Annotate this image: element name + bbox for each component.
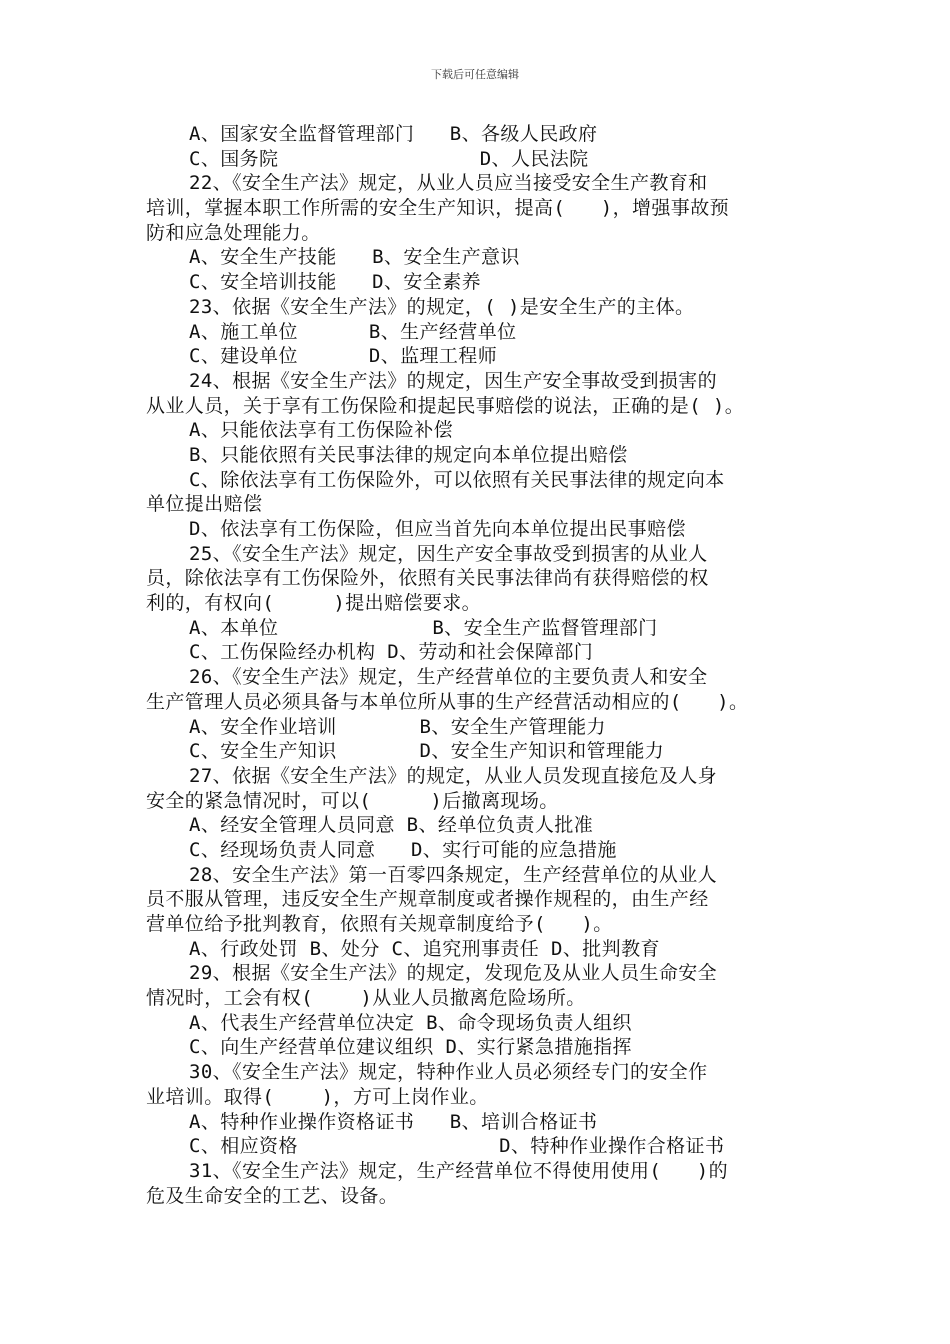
text-line: A、只能依法享有工伤保险补偿 <box>189 419 454 442</box>
text-line: A、行政处罚 B、处分 C、追究刑事责任 D、批判教育 <box>189 937 660 960</box>
text-line: 生产管理人员必须具备与本单位所从事的生产经营活动相应的( )。 <box>146 690 749 713</box>
text-line: C、向生产经营单位建议组织 D、实行紧急措施指挥 <box>189 1036 632 1059</box>
text-line: 30、《安全生产法》规定，特种作业人员必须经专门的安全作 <box>189 1061 708 1084</box>
text-line: A、国家安全监督管理部门 B、各级人民政府 <box>189 123 598 145</box>
text-line: 25、《安全生产法》规定，因生产安全事故受到损害的从业人 <box>189 542 708 565</box>
text-line: C、相应资格 D、特种作业操作合格证书 <box>189 1135 725 1158</box>
text-line: C、除依法享有工伤保险外，可以依照有关民事法律的规定向本 <box>189 468 725 491</box>
text-line: 情况时，工会有权( )从业人员撤离危险场所。 <box>146 987 586 1010</box>
text-line: C、安全培训技能 D、安全素养 <box>189 271 481 294</box>
text-line: 危及生命安全的工艺、设备。 <box>146 1184 399 1207</box>
text-line: 培训，掌握本职工作所需的安全生产知识，提高( )，增强事故预 <box>146 197 729 220</box>
text-line: 26、《安全生产法》规定，生产经营单位的主要负责人和安全 <box>189 666 708 689</box>
text-line: 单位提出赔偿 <box>146 493 263 516</box>
text-line: C、工伤保险经办机构 D、劳动和社会保障部门 <box>189 641 594 664</box>
text-line: A、特种作业操作资格证书 B、培训合格证书 <box>189 1110 598 1133</box>
text-line: 23、依据《安全生产法》的规定，( )是安全生产的主体。 <box>189 295 695 318</box>
text-line: C、安全生产知识 D、安全生产知识和管理能力 <box>189 740 665 763</box>
text-line: A、施工单位 B、生产经营单位 <box>189 320 517 343</box>
text-line: 28、安全生产法》第一百零四条规定，生产经营单位的从业人 <box>189 863 718 886</box>
text-line: 员，除依法享有工伤保险外，依照有关民事法律尚有获得赔偿的权 <box>146 567 709 590</box>
text-line: D、依法享有工伤保险，但应当首先向本单位提出民事赔偿 <box>189 518 686 540</box>
text-line: 从业人员，关于享有工伤保险和提起民事赔偿的说法，正确的是( )。 <box>146 394 745 417</box>
text-line: C、建设单位 D、监理工程师 <box>189 345 498 368</box>
document-body <box>146 122 836 1208</box>
text-line: A、经安全管理人员同意 B、经单位负责人批准 <box>189 814 594 837</box>
text-line: 员不服从管理，违反安全生产规章制度或者操作规程的，由生产经 <box>146 888 709 911</box>
text-line: B、只能依照有关民事法律的规定向本单位提出赔偿 <box>189 443 628 466</box>
text-line: A、代表生产经营单位决定 B、命令现场负责人组织 <box>189 1011 632 1034</box>
text-line: 31、《安全生产法》规定，生产经营单位不得使用使用( )的 <box>189 1159 728 1182</box>
text-line: 24、根据《安全生产法》的规定，因生产安全事故受到损害的 <box>189 369 718 392</box>
text-line: 安全的紧急情况时，可以( )后撤离现场。 <box>146 789 559 812</box>
text-line: 营单位给予批判教育，依照有关规章制度给予( )。 <box>146 913 613 935</box>
text-line: 27、依据《安全生产法》的规定，从业人员发现直接危及人身 <box>189 764 718 787</box>
text-line: 防和应急处理能力。 <box>146 221 321 244</box>
text-line: 利的，有权向( )提出赔偿要求。 <box>146 592 482 615</box>
text-line: 22、《安全生产法》规定，从业人员应当接受安全生产教育和 <box>189 172 708 195</box>
text-line: A、安全生产技能 B、安全生产意识 <box>189 246 520 269</box>
text-line: C、国务院 D、人民法院 <box>189 147 589 170</box>
text-line: 业培训。取得( )，方可上岗作业。 <box>146 1085 489 1108</box>
text-line: A、本单位 B、安全生产监督管理部门 <box>189 616 658 639</box>
text-line: C、经现场负责人同意 D、实行可能的应急措施 <box>189 838 617 861</box>
page-header: 下载后可任意编辑 <box>431 68 519 81</box>
text-line: 29、根据《安全生产法》的规定，发现危及从业人员生命安全 <box>189 962 718 985</box>
text-line: A、安全作业培训 B、安全生产管理能力 <box>189 715 606 738</box>
